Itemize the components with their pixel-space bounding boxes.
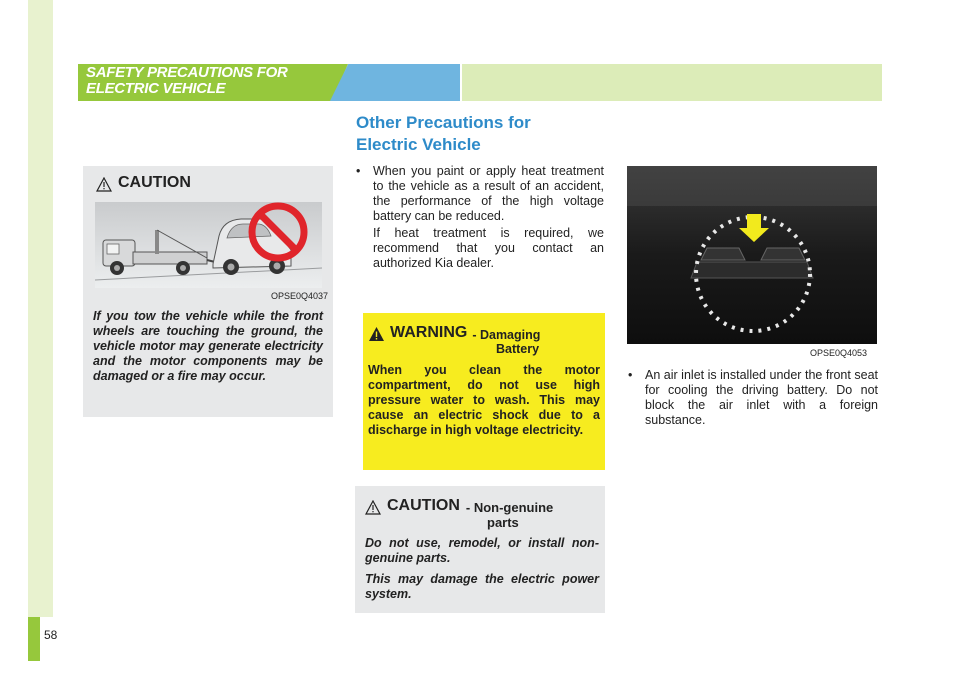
warning-triangle-icon [96,177,112,192]
bullet-dot: • [628,368,633,382]
paint-paragraph-1: When you paint or apply heat treatment to the vehicle as a result of an accident, the performance of the high voltage battery can be reduced. [373,164,604,223]
header-light-segment [462,64,882,101]
sidebar-stripe [28,0,53,617]
list-item-air-inlet [628,368,878,428]
chapter-title-line2: ELECTRIC VEHICLE [86,80,226,97]
caution-parts-subtitle-line1: - Non-genuine [465,500,554,515]
header-blue-segment [330,64,460,101]
air-inlet-photo [627,166,877,344]
caution-parts-heading [365,497,601,530]
caution-tow-text: If you tow the vehicle while the front wheels are touching the ground, the vehicle motor may generate electricity and the motor components may be damaged or a fire may occur. [93,309,323,383]
section-title-line1: Other Precautions for [356,113,531,132]
caution-parts-label: CAUTION [387,497,460,514]
section-title-line2: Electric Vehicle [356,135,481,154]
caution-parts-text2: This may damage the electric power system. [365,572,599,601]
warning-subtitle-line2: Battery [496,342,540,356]
towing-illustration [95,202,322,288]
caution-heading [96,174,191,192]
bullet-dot: • [356,164,361,178]
warning-label: WARNING [390,324,468,341]
chapter-title [86,65,287,97]
caution-parts-subtitle-line2: parts [487,515,519,530]
paint-paragraph-2: If heat treatment is required, we recommend that you contact an authorized Kia dealer. [373,226,604,270]
air-inlet-text: An air inlet is installed under the front seat for cooling the driving battery. Do not block the air inlet with a foreign substance. [645,368,878,427]
warning-text: When you clean the motor compartment, do not use high pressure water to wash. This may cause an electric shock due to a discharge in high voltage electricity. [368,363,600,437]
list-item-paint [356,164,604,271]
warning-triangle-icon [365,500,381,515]
warning-subtitle-line1: - Damaging [472,328,541,342]
section-title [356,112,531,156]
image-code-tow: OPSE0Q4037 [270,291,328,301]
caution-box-towing [83,166,333,417]
warning-box-battery [363,313,605,470]
chapter-header [78,64,882,101]
caution-parts-text1: Do not use, remodel, or install non-genuine parts. [365,536,599,565]
image-code-inlet: OPSE0Q4053 [810,348,868,358]
chapter-title-line1: SAFETY PRECAUTIONS FOR [86,64,288,81]
caution-box-parts [355,486,605,613]
sidebar-tab [28,617,40,661]
caution-label: CAUTION [118,174,191,191]
page-number: 58 [44,628,58,642]
warning-filled-triangle-icon [368,326,385,342]
warning-heading [368,324,600,356]
